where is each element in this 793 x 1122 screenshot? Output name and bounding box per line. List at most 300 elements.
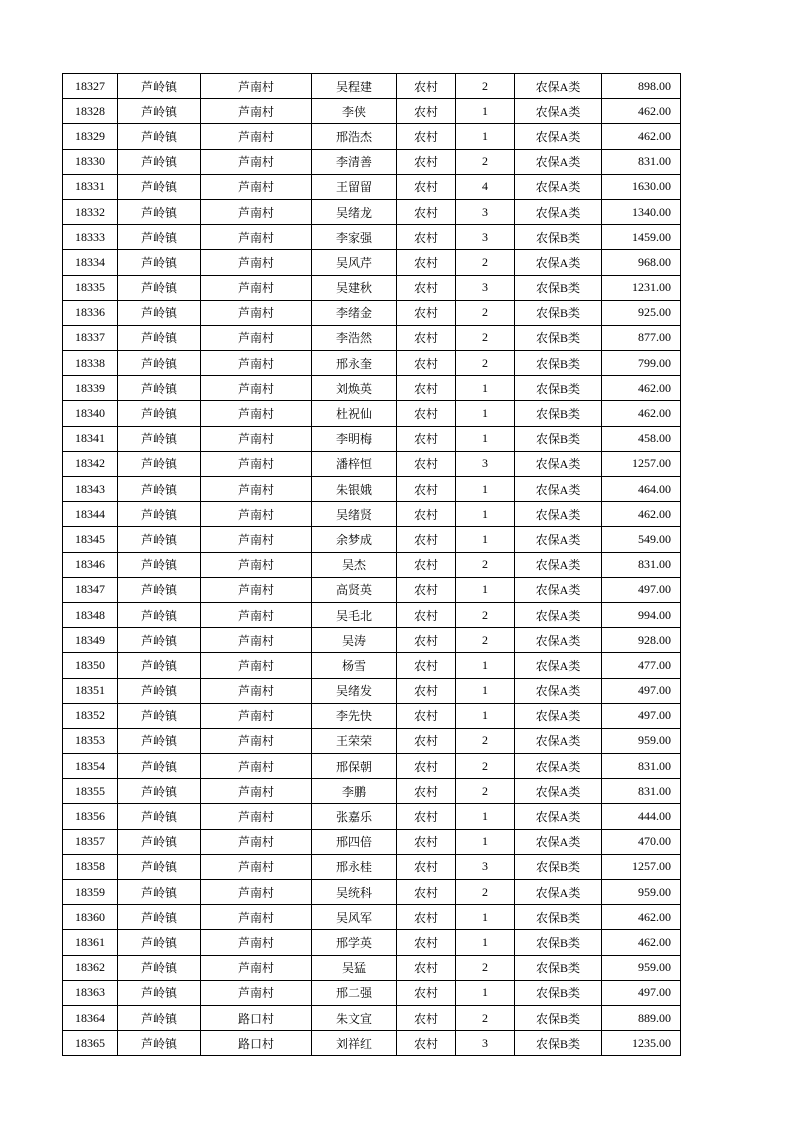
cell-record-id: 18343 — [63, 477, 118, 502]
cell-amount: 462.00 — [602, 99, 681, 124]
cell-person-name: 吴毛北 — [312, 602, 397, 627]
cell-village: 芦南村 — [201, 779, 312, 804]
cell-record-id: 18362 — [63, 955, 118, 980]
cell-village: 芦南村 — [201, 728, 312, 753]
subsidy-table-body — [63, 74, 681, 1056]
cell-town: 芦岭镇 — [118, 225, 201, 250]
cell-village: 芦南村 — [201, 804, 312, 829]
cell-area-type: 农村 — [397, 225, 456, 250]
cell-person-name: 吴建秋 — [312, 275, 397, 300]
cell-person-name: 邢四倍 — [312, 829, 397, 854]
cell-town: 芦岭镇 — [118, 300, 201, 325]
cell-town: 芦岭镇 — [118, 99, 201, 124]
cell-town: 芦岭镇 — [118, 602, 201, 627]
cell-person-name: 刘焕英 — [312, 376, 397, 401]
cell-insurance-category: 农保A类 — [515, 250, 602, 275]
cell-person-count: 1 — [456, 930, 515, 955]
cell-amount: 959.00 — [602, 955, 681, 980]
cell-insurance-category: 农保A类 — [515, 174, 602, 199]
cell-person-name: 吴杰 — [312, 552, 397, 577]
cell-area-type: 农村 — [397, 628, 456, 653]
cell-town: 芦岭镇 — [118, 1005, 201, 1030]
cell-person-count: 1 — [456, 527, 515, 552]
cell-record-id: 18345 — [63, 527, 118, 552]
cell-town: 芦岭镇 — [118, 502, 201, 527]
cell-amount: 464.00 — [602, 477, 681, 502]
cell-record-id: 18340 — [63, 401, 118, 426]
cell-amount: 959.00 — [602, 728, 681, 753]
cell-village: 芦南村 — [201, 829, 312, 854]
cell-amount: 831.00 — [602, 754, 681, 779]
cell-record-id: 18329 — [63, 124, 118, 149]
cell-record-id: 18352 — [63, 703, 118, 728]
table-row — [63, 300, 681, 325]
table-row — [63, 199, 681, 224]
cell-area-type: 农村 — [397, 275, 456, 300]
cell-insurance-category: 农保A类 — [515, 703, 602, 728]
cell-town: 芦岭镇 — [118, 325, 201, 350]
cell-amount: 462.00 — [602, 376, 681, 401]
cell-insurance-category: 农保B类 — [515, 955, 602, 980]
cell-village: 路口村 — [201, 1031, 312, 1056]
table-row — [63, 124, 681, 149]
cell-area-type: 农村 — [397, 1031, 456, 1056]
cell-insurance-category: 农保B类 — [515, 1005, 602, 1030]
table-row — [63, 728, 681, 753]
cell-record-id: 18353 — [63, 728, 118, 753]
subsidy-table — [62, 73, 681, 1056]
cell-record-id: 18349 — [63, 628, 118, 653]
cell-insurance-category: 农保A类 — [515, 74, 602, 99]
cell-person-name: 邢保朝 — [312, 754, 397, 779]
cell-insurance-category: 农保B类 — [515, 225, 602, 250]
cell-village: 芦南村 — [201, 955, 312, 980]
cell-person-name: 李绪金 — [312, 300, 397, 325]
cell-person-name: 邢永奎 — [312, 351, 397, 376]
cell-record-id: 18350 — [63, 653, 118, 678]
cell-amount: 898.00 — [602, 74, 681, 99]
cell-person-count: 2 — [456, 955, 515, 980]
cell-area-type: 农村 — [397, 426, 456, 451]
cell-person-name: 朱银娥 — [312, 477, 397, 502]
cell-amount: 928.00 — [602, 628, 681, 653]
cell-insurance-category: 农保A类 — [515, 804, 602, 829]
cell-town: 芦岭镇 — [118, 250, 201, 275]
cell-person-name: 王荣荣 — [312, 728, 397, 753]
cell-amount: 462.00 — [602, 905, 681, 930]
cell-area-type: 农村 — [397, 1005, 456, 1030]
cell-record-id: 18327 — [63, 74, 118, 99]
cell-insurance-category: 农保A类 — [515, 754, 602, 779]
table-row — [63, 376, 681, 401]
cell-area-type: 农村 — [397, 804, 456, 829]
cell-town: 芦岭镇 — [118, 351, 201, 376]
cell-person-count: 1 — [456, 829, 515, 854]
cell-person-count: 1 — [456, 653, 515, 678]
cell-village: 芦南村 — [201, 451, 312, 476]
cell-village: 芦南村 — [201, 502, 312, 527]
cell-person-count: 3 — [456, 225, 515, 250]
table-row — [63, 325, 681, 350]
cell-village: 芦南村 — [201, 74, 312, 99]
cell-village: 芦南村 — [201, 980, 312, 1005]
cell-insurance-category: 农保B类 — [515, 376, 602, 401]
cell-insurance-category: 农保B类 — [515, 854, 602, 879]
cell-record-id: 18334 — [63, 250, 118, 275]
cell-village: 芦南村 — [201, 602, 312, 627]
cell-village: 芦南村 — [201, 149, 312, 174]
cell-village: 芦南村 — [201, 426, 312, 451]
cell-town: 芦岭镇 — [118, 728, 201, 753]
cell-person-count: 2 — [456, 250, 515, 275]
cell-amount: 462.00 — [602, 930, 681, 955]
cell-village: 芦南村 — [201, 376, 312, 401]
cell-person-name: 吴绪龙 — [312, 199, 397, 224]
cell-person-count: 1 — [456, 124, 515, 149]
cell-town: 芦岭镇 — [118, 930, 201, 955]
cell-person-count: 2 — [456, 1005, 515, 1030]
cell-person-name: 张嘉乐 — [312, 804, 397, 829]
cell-person-name: 杜祝仙 — [312, 401, 397, 426]
cell-amount: 889.00 — [602, 1005, 681, 1030]
cell-town: 芦岭镇 — [118, 880, 201, 905]
cell-town: 芦岭镇 — [118, 779, 201, 804]
cell-record-id: 18347 — [63, 577, 118, 602]
table-row — [63, 754, 681, 779]
cell-person-name: 朱文宣 — [312, 1005, 397, 1030]
cell-amount: 1459.00 — [602, 225, 681, 250]
cell-person-count: 1 — [456, 401, 515, 426]
table-row — [63, 653, 681, 678]
table-row — [63, 628, 681, 653]
cell-amount: 462.00 — [602, 502, 681, 527]
cell-village: 芦南村 — [201, 275, 312, 300]
table-row — [63, 880, 681, 905]
cell-town: 芦岭镇 — [118, 804, 201, 829]
cell-amount: 497.00 — [602, 703, 681, 728]
cell-person-count: 2 — [456, 149, 515, 174]
cell-town: 芦岭镇 — [118, 854, 201, 879]
cell-person-name: 李家强 — [312, 225, 397, 250]
cell-insurance-category: 农保A类 — [515, 552, 602, 577]
cell-area-type: 农村 — [397, 527, 456, 552]
cell-record-id: 18346 — [63, 552, 118, 577]
cell-village: 芦南村 — [201, 653, 312, 678]
cell-person-count: 3 — [456, 1031, 515, 1056]
cell-record-id: 18355 — [63, 779, 118, 804]
cell-person-count: 2 — [456, 728, 515, 753]
cell-person-count: 1 — [456, 980, 515, 1005]
cell-record-id: 18354 — [63, 754, 118, 779]
cell-town: 芦岭镇 — [118, 955, 201, 980]
cell-record-id: 18342 — [63, 451, 118, 476]
cell-area-type: 农村 — [397, 99, 456, 124]
cell-record-id: 18358 — [63, 854, 118, 879]
cell-insurance-category: 农保B类 — [515, 300, 602, 325]
cell-person-name: 李清善 — [312, 149, 397, 174]
cell-village: 芦南村 — [201, 930, 312, 955]
cell-area-type: 农村 — [397, 602, 456, 627]
cell-person-name: 邢浩杰 — [312, 124, 397, 149]
table-row — [63, 174, 681, 199]
cell-amount: 877.00 — [602, 325, 681, 350]
cell-town: 芦岭镇 — [118, 199, 201, 224]
cell-town: 芦岭镇 — [118, 451, 201, 476]
cell-amount: 968.00 — [602, 250, 681, 275]
cell-town: 芦岭镇 — [118, 174, 201, 199]
cell-village: 芦南村 — [201, 99, 312, 124]
cell-area-type: 农村 — [397, 502, 456, 527]
cell-person-count: 2 — [456, 754, 515, 779]
cell-town: 芦岭镇 — [118, 275, 201, 300]
cell-record-id: 18356 — [63, 804, 118, 829]
cell-amount: 831.00 — [602, 779, 681, 804]
cell-village: 芦南村 — [201, 527, 312, 552]
cell-village: 芦南村 — [201, 905, 312, 930]
cell-person-count: 2 — [456, 628, 515, 653]
cell-village: 芦南村 — [201, 351, 312, 376]
cell-insurance-category: 农保A类 — [515, 451, 602, 476]
cell-village: 芦南村 — [201, 754, 312, 779]
cell-record-id: 18365 — [63, 1031, 118, 1056]
cell-record-id: 18328 — [63, 99, 118, 124]
cell-amount: 994.00 — [602, 602, 681, 627]
cell-insurance-category: 农保A类 — [515, 880, 602, 905]
cell-person-name: 李侠 — [312, 99, 397, 124]
table-row — [63, 955, 681, 980]
table-row — [63, 99, 681, 124]
cell-insurance-category: 农保A类 — [515, 678, 602, 703]
cell-village: 芦南村 — [201, 854, 312, 879]
cell-record-id: 18344 — [63, 502, 118, 527]
cell-person-name: 吴风芹 — [312, 250, 397, 275]
cell-area-type: 农村 — [397, 376, 456, 401]
cell-person-name: 李先快 — [312, 703, 397, 728]
cell-record-id: 18330 — [63, 149, 118, 174]
table-row — [63, 804, 681, 829]
table-row — [63, 577, 681, 602]
table-row — [63, 980, 681, 1005]
cell-amount: 458.00 — [602, 426, 681, 451]
cell-person-name: 吴猛 — [312, 955, 397, 980]
cell-area-type: 农村 — [397, 854, 456, 879]
cell-amount: 477.00 — [602, 653, 681, 678]
cell-insurance-category: 农保B类 — [515, 325, 602, 350]
cell-person-count: 1 — [456, 678, 515, 703]
cell-person-count: 1 — [456, 703, 515, 728]
cell-amount: 925.00 — [602, 300, 681, 325]
cell-area-type: 农村 — [397, 678, 456, 703]
cell-town: 芦岭镇 — [118, 653, 201, 678]
cell-person-count: 1 — [456, 426, 515, 451]
cell-person-count: 2 — [456, 602, 515, 627]
cell-village: 芦南村 — [201, 401, 312, 426]
cell-record-id: 18341 — [63, 426, 118, 451]
cell-town: 芦岭镇 — [118, 401, 201, 426]
cell-area-type: 农村 — [397, 728, 456, 753]
cell-person-count: 2 — [456, 300, 515, 325]
cell-insurance-category: 农保A类 — [515, 628, 602, 653]
cell-area-type: 农村 — [397, 980, 456, 1005]
cell-town: 芦岭镇 — [118, 829, 201, 854]
cell-person-count: 3 — [456, 854, 515, 879]
table-row — [63, 703, 681, 728]
cell-village: 芦南村 — [201, 174, 312, 199]
cell-village: 芦南村 — [201, 628, 312, 653]
cell-town: 芦岭镇 — [118, 905, 201, 930]
cell-village: 芦南村 — [201, 250, 312, 275]
table-row — [63, 1031, 681, 1056]
cell-amount: 549.00 — [602, 527, 681, 552]
cell-area-type: 农村 — [397, 829, 456, 854]
cell-area-type: 农村 — [397, 74, 456, 99]
cell-person-name: 李鹏 — [312, 779, 397, 804]
cell-person-name: 邢二强 — [312, 980, 397, 1005]
cell-insurance-category: 农保B类 — [515, 930, 602, 955]
cell-record-id: 18333 — [63, 225, 118, 250]
cell-insurance-category: 农保B类 — [515, 426, 602, 451]
cell-person-name: 吴风军 — [312, 905, 397, 930]
cell-record-id: 18331 — [63, 174, 118, 199]
cell-area-type: 农村 — [397, 199, 456, 224]
cell-person-name: 李浩然 — [312, 325, 397, 350]
cell-area-type: 农村 — [397, 577, 456, 602]
cell-person-count: 1 — [456, 99, 515, 124]
cell-insurance-category: 农保A类 — [515, 477, 602, 502]
cell-person-count: 2 — [456, 552, 515, 577]
cell-village: 芦南村 — [201, 577, 312, 602]
cell-insurance-category: 农保A类 — [515, 124, 602, 149]
table-row — [63, 74, 681, 99]
cell-area-type: 农村 — [397, 325, 456, 350]
table-row — [63, 602, 681, 627]
table-row — [63, 149, 681, 174]
cell-record-id: 18339 — [63, 376, 118, 401]
cell-town: 芦岭镇 — [118, 577, 201, 602]
cell-area-type: 农村 — [397, 653, 456, 678]
cell-person-count: 1 — [456, 502, 515, 527]
cell-amount: 497.00 — [602, 577, 681, 602]
cell-insurance-category: 农保A类 — [515, 527, 602, 552]
cell-person-name: 高贤英 — [312, 577, 397, 602]
cell-amount: 470.00 — [602, 829, 681, 854]
cell-area-type: 农村 — [397, 703, 456, 728]
cell-person-count: 3 — [456, 451, 515, 476]
cell-town: 芦岭镇 — [118, 149, 201, 174]
cell-amount: 1257.00 — [602, 451, 681, 476]
cell-amount: 831.00 — [602, 552, 681, 577]
cell-area-type: 农村 — [397, 300, 456, 325]
cell-amount: 1340.00 — [602, 199, 681, 224]
cell-record-id: 18338 — [63, 351, 118, 376]
cell-town: 芦岭镇 — [118, 628, 201, 653]
cell-person-name: 邢永桂 — [312, 854, 397, 879]
cell-person-name: 李明梅 — [312, 426, 397, 451]
cell-record-id: 18332 — [63, 199, 118, 224]
cell-person-count: 1 — [456, 376, 515, 401]
cell-person-count: 2 — [456, 351, 515, 376]
cell-person-name: 邢学英 — [312, 930, 397, 955]
table-row — [63, 401, 681, 426]
cell-amount: 831.00 — [602, 149, 681, 174]
table-row — [63, 1005, 681, 1030]
cell-person-count: 2 — [456, 74, 515, 99]
cell-insurance-category: 农保A类 — [515, 577, 602, 602]
cell-village: 芦南村 — [201, 124, 312, 149]
cell-insurance-category: 农保A类 — [515, 99, 602, 124]
cell-area-type: 农村 — [397, 401, 456, 426]
cell-town: 芦岭镇 — [118, 477, 201, 502]
cell-person-name: 吴绪发 — [312, 678, 397, 703]
cell-area-type: 农村 — [397, 124, 456, 149]
cell-town: 芦岭镇 — [118, 754, 201, 779]
cell-area-type: 农村 — [397, 955, 456, 980]
cell-village: 芦南村 — [201, 552, 312, 577]
cell-village: 芦南村 — [201, 300, 312, 325]
cell-person-count: 1 — [456, 577, 515, 602]
cell-person-count: 2 — [456, 880, 515, 905]
cell-record-id: 18359 — [63, 880, 118, 905]
cell-area-type: 农村 — [397, 930, 456, 955]
cell-amount: 1257.00 — [602, 854, 681, 879]
table-row — [63, 552, 681, 577]
cell-insurance-category: 农保B类 — [515, 351, 602, 376]
cell-amount: 1630.00 — [602, 174, 681, 199]
cell-person-name: 吴涛 — [312, 628, 397, 653]
cell-insurance-category: 农保A类 — [515, 728, 602, 753]
cell-area-type: 农村 — [397, 754, 456, 779]
table-row — [63, 426, 681, 451]
cell-record-id: 18357 — [63, 829, 118, 854]
cell-village: 芦南村 — [201, 703, 312, 728]
cell-record-id: 18360 — [63, 905, 118, 930]
cell-village: 芦南村 — [201, 199, 312, 224]
cell-town: 芦岭镇 — [118, 980, 201, 1005]
cell-area-type: 农村 — [397, 451, 456, 476]
cell-record-id: 18336 — [63, 300, 118, 325]
cell-record-id: 18351 — [63, 678, 118, 703]
cell-amount: 462.00 — [602, 124, 681, 149]
cell-amount: 497.00 — [602, 980, 681, 1005]
cell-person-name: 王留留 — [312, 174, 397, 199]
cell-village: 芦南村 — [201, 225, 312, 250]
cell-person-name: 吴统科 — [312, 880, 397, 905]
cell-record-id: 18348 — [63, 602, 118, 627]
cell-person-name: 刘祥红 — [312, 1031, 397, 1056]
cell-person-count: 1 — [456, 477, 515, 502]
cell-town: 芦岭镇 — [118, 376, 201, 401]
cell-village: 路口村 — [201, 1005, 312, 1030]
table-row — [63, 451, 681, 476]
cell-person-count: 3 — [456, 275, 515, 300]
cell-insurance-category: 农保A类 — [515, 502, 602, 527]
cell-area-type: 农村 — [397, 477, 456, 502]
cell-town: 芦岭镇 — [118, 527, 201, 552]
cell-town: 芦岭镇 — [118, 678, 201, 703]
cell-record-id: 18364 — [63, 1005, 118, 1030]
cell-person-count: 3 — [456, 199, 515, 224]
cell-area-type: 农村 — [397, 149, 456, 174]
table-row — [63, 779, 681, 804]
cell-town: 芦岭镇 — [118, 1031, 201, 1056]
table-row — [63, 250, 681, 275]
cell-town: 芦岭镇 — [118, 74, 201, 99]
cell-record-id: 18337 — [63, 325, 118, 350]
cell-area-type: 农村 — [397, 779, 456, 804]
cell-village: 芦南村 — [201, 477, 312, 502]
cell-insurance-category: 农保B类 — [515, 980, 602, 1005]
cell-village: 芦南村 — [201, 325, 312, 350]
